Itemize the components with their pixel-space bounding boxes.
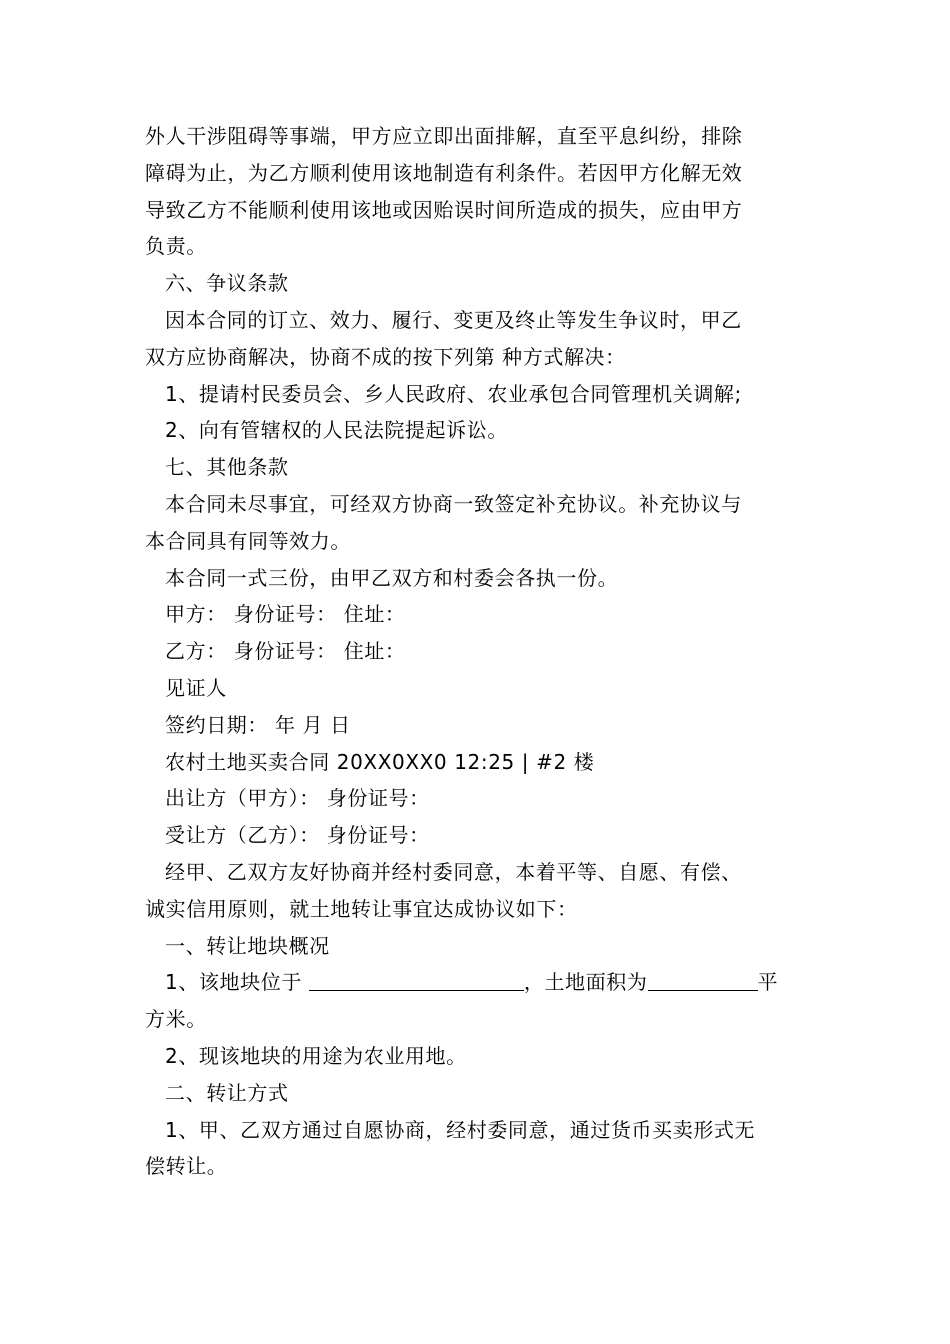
document-body (145, 118, 810, 1185)
list-item: 1、甲、乙双方通过自愿协商，经村委同意，通过货币买卖形式无 (165, 1117, 756, 1142)
text-line: 负责。 (145, 234, 207, 259)
section-heading: 一、转让地块概况 (165, 933, 330, 958)
text-line: 外人干涉阻碍等事端，甲方应立即出面排解，直至平息纠纷，排除 (145, 124, 743, 148)
transferee-line: 受让方（乙方）： 身份证号： (165, 823, 430, 848)
text-line: 本合同具有同等效力。 (145, 528, 351, 553)
location-prefix: 1、该地块位于 (165, 970, 309, 995)
section-heading: 二、转让方式 (165, 1080, 289, 1105)
location-line (145, 964, 810, 1001)
party-a-line: 甲方： 身份证号： 住址： (165, 602, 406, 627)
text-line: 导致乙方不能顺利使用该地或因贻误时间所造成的损失，应由甲方 (145, 197, 743, 222)
text-line: 方米。 (145, 1007, 207, 1032)
section-heading: 六、争议条款 (165, 271, 289, 296)
area-label: ，土地面积为 (523, 970, 648, 995)
list-item: 2、向有管辖权的人民法院提起诉讼。 (165, 418, 508, 443)
text-line: 本合同未尽事宜，可经双方协商一致签定补充协议。补充协议与 (165, 491, 742, 516)
text-line: 诚实信用原则，就土地转让事宜达成协议如下： (145, 896, 578, 921)
text-line: 障碍为止，为乙方顺利使用该地制造有利条件。若因甲方化解无效 (145, 160, 743, 185)
text-line: 因本合同的订立、效力、履行、变更及终止等发生争议时，甲乙 (165, 307, 742, 332)
sign-date-line: 签约日期： 年 月 日 (165, 712, 351, 737)
text-line: 经甲、乙双方友好协商并经村委同意，本着平等、自愿、有偿、 (165, 859, 742, 884)
list-item: 2、现该地块的用途为农业用地。 (165, 1043, 467, 1068)
text-line: 本合同一式三份，由甲乙双方和村委会各执一份。 (165, 565, 619, 590)
witness-line: 见证人 (165, 675, 227, 700)
section-heading: 七、其他条款 (165, 455, 289, 480)
text-line: 双方应协商解决，协商不成的按下列第 种方式解决： (145, 344, 626, 369)
transferor-line: 出让方（甲方）： 身份证号： (165, 786, 430, 811)
area-unit: 平 (757, 970, 779, 995)
contract-title-line: 农村土地买卖合同 20XX0XX0 12:25 | #2 楼 (165, 749, 595, 774)
party-b-line: 乙方： 身份证号： 住址： (165, 639, 406, 664)
area-blank (648, 970, 758, 991)
list-item: 1、提请村民委员会、乡人民政府、农业承包合同管理机关调解; (165, 381, 742, 406)
location-blank (309, 970, 524, 991)
text-line: 偿转让。 (145, 1154, 228, 1179)
